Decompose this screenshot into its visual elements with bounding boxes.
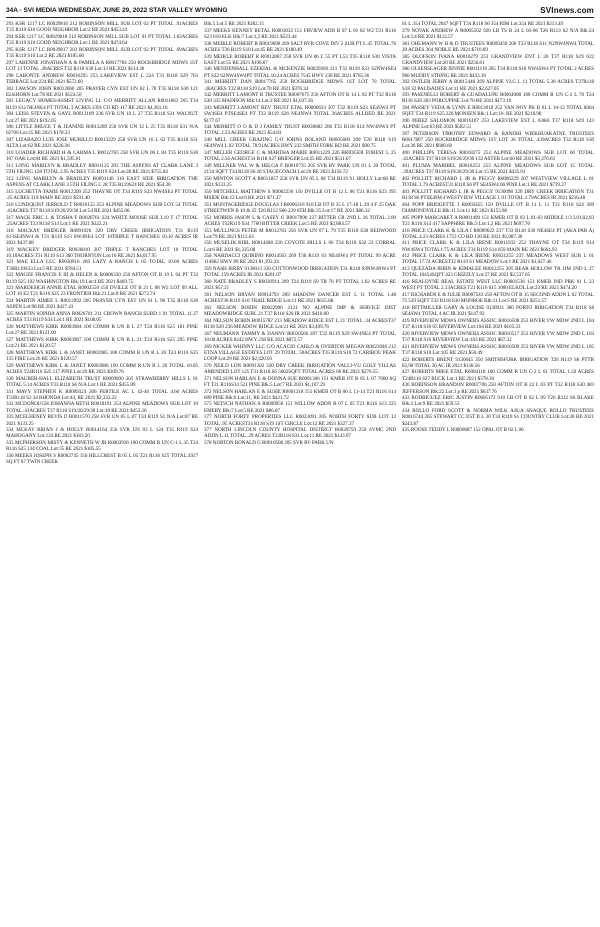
listing-entry: 404 POPP BRIDGETTE I R0002455 150 DVILLE OT B 11 L 11 T21 R116 S24 309 DIAMONDVILLE Blk:11 Lot:11 RE 2021 $153.98 xyxy=(402,201,594,214)
listing-entry: 371 NELSON HARLAN E & DONNA SUE R0001306 151 KMER OT B 05 L 07 7000 SQ FT T21 R116S14 521 PINE Blk:5 Lot:7 RE 2021 $1,107.29 xyxy=(204,375,396,388)
listing-entry: 361 NELSON BRYAN R0014793 269 SHADOW DANCER EST L 11 TOTAL 1.48 ACREST36 R119 S10 TRAIL RIDGE Lot:11 RE 2021 $615.68 xyxy=(204,292,396,305)
listing-entry: 381 OHLMANN W H & D TRUSTEES R0009450 206 T33 R118 S11 N2NW4NW4 TOTAL 20 ACRES 364 NOBLE RE 2021 $710.09 xyxy=(402,40,594,53)
listing-entry: 410 PRICE CLARK K & LILA I R0009622 237 T33 R118 S30 NE4SE4 PT (AKA PAR A) TOTAL 4.23 ACRES 1753 CO RD 130 RE 2021 $1,087.30 xyxy=(402,227,594,240)
listing-entry: 310 LOADER RICHARD H & CARMA L R0012763 258 SVR UN 06 L 84 T35 R118 S30 107 OAK Lot:84 RE 2021 $1,595.01 xyxy=(6,150,198,163)
listing-entry: 358 NARDACCI QUIRINO R0014563 269 T36 R119 S3 NE4SW4 PT TOTAL 99 ACRE 114682 HWY 89 RE 2021 $1,392.24 xyxy=(204,253,396,266)
listing-entry: 364 NELSON ROBIN R0015787 213 MEADOW RIDGE EST L 21 TOTAL .34 ACREST37 R118 S20 236 MEADOW RIDGE Lot:21 RE 2021 $3,499.76 xyxy=(204,317,396,330)
listing-entry: 328 MATTHEWS KIRK L & JANET R0003985 100 COMM R UN B L 26 T24 R116 S25 135 FIRE Lot:26 RE 2021 $120.57 xyxy=(6,349,198,362)
listing-entry: Blk:5 Lot:5 RE 2021 $282.15 xyxy=(204,21,264,27)
listing-entry: 405 POPP MARGARET A R0001499 151 KMER OT B 03 L 01-03 MIDDLE 1/3 L01,02,03 T21 R116 S14 417 SAPPHIRE Blk:3 Lot:1,2 RE 2021 $697.70 xyxy=(402,214,594,227)
listing-entry: 393 PASENELLI ROBERT & GUADALUPE R0004008 100 COMM R UN C-2 L 70 T24 R116 S26 283 PORCUPINE Lot:70 RE 2021 $173.16 xyxy=(402,92,594,105)
listing-entry: 397 PETERSON TIMOTHY EDWARD & RANDHI WIEKHUAKATNE TRUSTEES R0017807 250 ROCKBRIDGE MDWS 1ST LOT 36 TOTAL .439ACRES T32 R118 S30 Lot:36 RE 2021 $606.60 xyxy=(402,131,594,150)
listing-entry: 316 LUNDQUIST JERROLD T R0016155 253 ALPINE MEADOWS SUB LOT 54 TOTAL .41ACRES T37 R118 S19/20/29/30 Lot:54 RE 2021 $455.06 xyxy=(6,201,198,214)
listing-entry: 413 QUEZADA IRBIN & KIMALEE R0012255 205 BEAR HOLLOW TR 1IM 2ND L 27 TOTAL 10454SQFT 423 GRIZZLY Lot:27 RE 2021 $2,537.65 xyxy=(402,266,594,279)
site-name: SVInews.com xyxy=(540,6,594,15)
listing-entry: 356 MUSELIK KIRL R0014468 226 COYOTE HILLS L 06 T34 R118 S32 23 CORRAL Lot:6 RE 2021 $1,325.08 xyxy=(204,240,396,253)
listing-entry: 332 MCDONOUGH JOHANNA BETH R0018191 253 ALPINE MEADOWS SUB LOT 10 TOTAL .41ACRES T37 R118 S19/20/29/30 Lot:10 RE 2021 $453.26 xyxy=(6,401,198,414)
listing-entry: 304 LEISS STEVEN & GAYL R0013189 236 SVR UN 10 L 27 T35 R118 S31 WALNUT Lot:27 RE 2021 $192.05 xyxy=(6,111,198,124)
page-folio: 34A - SVI MEDIA WEDNESDAY, JUNE 29, 2022 STAR VALLEY WYOMING xyxy=(6,7,228,14)
listing-entry: 295 KSR 1217 LC R0029817 203 ROBINSON MILL SUB LOT 02 PT TOTAL .69ACRES T35 R119 S10 Lot:2 RE 2021 $185.60 xyxy=(6,46,198,59)
listing-entry: 294 KSR 1217 LC R0029818 212 ROBINSON MILL SUB LOT 01 PT TOTAL 1.62ACRES T35 R119 S10 GOOD NEIGHBOR Lot:1 RE 2021 $474.64 xyxy=(6,33,198,47)
listing-entry: 319 MACKEY BRIDGER R0026810 207 TRIPLE T RANCHES LOT 10 TOTAL 10.10ACRES T31 R119 S13 300 THORNTON Lot:10 RE 2021 $4,017.95 xyxy=(6,246,198,259)
listing-entry: 323 MARDESICH ANNIE ETAL R0002550 150 DVILLE OT B 21 L 08 W2 LOT 09 ALL LOT 10 E2 T21 R116 S25 23 FRONTIER Blk:21 Lot:8 RE 2021 $272.74 xyxy=(6,285,198,298)
listing-entry: 359 NASH JERRY 9130013 330 COTTONWOOD IRRIGATION T31 R118 S9NW4NW4 PT TOTAL 159 ACRES IR 2021 $201.07 xyxy=(204,266,396,279)
listing-entry: 302 LAWSON JOHN R0012660 205 PRAYER CYN EST UN 02 L 78 T35 R118 S30 121 ELKHORN Lot:78 RE 2021 $124.50 xyxy=(6,85,198,98)
listing-entry: 430 ROBINSON BRANDON R0007706 250 AFTON OT B 22 L 03 PT T32 R118 S30 483 JEFFERSON Blk:22 Lot:3 p RE 2021 $637.76 xyxy=(402,382,594,395)
listing-entry: 325 MARTIN SOPHIA ANNA R0026701 211 CROWN RANCH SUBD 1 01 TOTAL 11.37 ACRES T33 R119 S34 Lot:1 RE 2021 $108.05 xyxy=(6,311,198,324)
listing-entry: 385 OLOFSON IVANA R0016279 253 GRANDVIEW ENT L 20 T37 R118 S29 622 GRANDVIEW Lot:20 RE 2021 $256.81 xyxy=(402,53,594,66)
listing-entry: 412 PRICE CLARK K & LILA IRENE R0021255 237 MEADOWS WEST SUB L 01 TOTAL 17.74 ACREST32 R119 S1 MEADOW Lot:1 RE 2021 $1,027.46 xyxy=(402,253,594,266)
listing-entry: 335 MCPHERSON MISTY & KENNETH W JR R0003936 100 COMM R UN C-1 L 35 T24 R116 S25 134 COAL Lot:35 RE 2021 $105.55 xyxy=(6,440,198,453)
listing-entry: 367 NEUMANN TAMMY & DANNY R0030566 207 T32 R119 S29 SW4NE4 PT TOTAL 10.00 ACRES 8242 HWY 238 RE 2021 $872.57 xyxy=(204,330,396,343)
listing-entry: 386 OLSENSLAGER JENNIE R0011116 205 T34 R118 S18 NW4SW4 PT TOTAL 2 ACRES 980 MUDDY STRING RE 2021 $433.16 xyxy=(402,66,594,79)
listing-entry: 435 ROOSE TEDDY L R0000687 152 OPAL OT B 02 L 06 xyxy=(402,427,524,434)
listing-entry: 373 NETSCH NATHAN A R0009956 151 WILLOW ADDN B 07 L 05 T21 R116 S13 225 EMERY Blk:7 Lot:5 RE 2021 $86.87 xyxy=(204,401,396,414)
listing-entry: 411 PRICE CLARK K & LILA IRENE R0011932 252 THAYNE OT T34 R119 S14 NW4SW4 TOTAL1.75 ACRES T34 R119 S14 859 MAIN RE 2021 $664.93 xyxy=(402,240,594,253)
listing-entry: 351 MONTAGERIDGE DOUGLAS I R0006316 910 LB OT B 35 L 17-18 L 20 4 F 25 OAK STREETWEN B 10 & 35 T26 R112 S06 239 6TH Blk:35 Lot:17 RE 2021 $86.32 xyxy=(204,201,396,214)
listing-entry: 372 NELSON HARLAN E & SUSIE R0001318 151 KMER OT B 06 L 11-14 T21 R116 S14 609 PINE Blk:6 Lot:11, RE 2021 $421.72 xyxy=(204,388,396,401)
listing-entry: 326 MATTHEWS KIRK R0003984 100 COMM R UN B L 27 T24 R116 S25 181 PINE Lot:27 RE 2021 $121.00 xyxy=(6,324,198,337)
listing-entry: 341 MERRITT DAN R0017765 250 ROCKBRIDGE MDWS 1ST LOT 70 TOTAL .46ACRES T32 R118 S19 Lot:70 RE 2021 $370.34 xyxy=(204,79,396,92)
listing-entry: 402 POLLITT RICHARD L JR & PEGGY R0006229 207 WESTVIEW VILLAGE L 01 TOTAL 1.79 ACREST31 R118 S6 PT SE4SW4 66 PINE Lot:1 RE 2021 $739.37 xyxy=(402,175,594,189)
listing-entry: 331 MAVY STEPHEN K R0009323 206 FERTILE AC L 43-46 TOTAL 4.66 ACRES T33R118 S3 34 RHONDA Lot:43, RE 2021 $2,333.22 xyxy=(6,388,198,401)
listing-entry: 321 MAE ELLA LLC R0030916 269 LAZY A RANCH L 05 TOTAL 10.00 ACRES T36R119S33 Lot:5 RE 2021 $784.51 xyxy=(6,259,198,272)
listing-entry: 417 RICHARDS E & JULIE R0007543 250 AFTON OT B 15 SECOND ADDN L 02 TOTAL 75 539 SQFT T32 R118 S30 MONROE Blk:11 Lot:5 RE 2021 $251.57 xyxy=(402,292,594,305)
listing-entry: 306 LITTLE BRUCE T & JEANINE R0013289 258 SVR UN 12 L 25 T35 R118 S31 N/A 02700 Lot:25 RE 2021 $178.23 xyxy=(6,124,198,137)
listing-entry: 360 NATE BRADLEY S R0030914 209 T24 R119 S9 TR 76 PT TOTAL 1.62 ACRES RE 2021 $57.21 xyxy=(204,279,396,292)
listing-entry: 333 MCELHENEY REVIS D R0011570 258 SVR UN 05 L 87 T34 R119 S1 N/A Lot:87 RE 2021 $133.25 xyxy=(6,414,198,427)
listing-entry: 346 MILL CREEK GRAZING C/O JOHNS ROLAND R0005669 209 T26 R118 S19 SE4NW4 L 02 TOTAL 78.91ACRES HWY 232 SMITH FORK RD RE 2021 $90.75 xyxy=(204,137,396,150)
listing-entry: 327 MATTHEWS KIRK R0003987 100 COMM R UN B L 21 T24 R116 S25 295 PINE Lot:21 RE 2021 $120.57 xyxy=(6,336,198,350)
column-1 xyxy=(6,21,198,923)
listing-entry: 293 KSR 1217 LC R0029816 212 ROBINSON MILL SUB LOT 02 PT TOTAL .91ACRES T35 R119 S10 GOOD NEIGHBOR Lot:2 RE 2021 $453.43 xyxy=(6,21,198,34)
listing-entry: 392 OSTLER JERRY A R0015448 269 ALPINE VLG L 11 TOTAL 5.30 ACRES T37R118 S18 32 PALISADES Lot:11 RE 2021 $2,627.05 xyxy=(402,79,594,92)
listing-entry: 377 NORTH LINCOLN COUNTY HOSPITAL DISTRICT R0020759 250 SVMC 2ND ADDN L 11 TOTAL .29 ACRES T32R118 S31 Lot:11 RE 2021 $143.07 xyxy=(204,427,396,440)
listing-entry: 337 MEEKS KENNEY RETAL R0001832 151 FRVIEW ADD B 07 L 01 02 W2 T21 R116 S23 610 ELK Blk:7 Lot:1,2 RE 2021 $523.44 xyxy=(204,27,396,40)
page-header xyxy=(6,4,594,18)
listing-entry: 318 MACKAY BRIDGER R0091026 320 DRY CREEK IRRIGATION T31 R119 S13SE4NW4 & T31 R119 S13 SW4NE4 LOT 10TRIPLE T RANCHES 10.10 ACRES IR 2021 $437.08 xyxy=(6,227,198,246)
listing-entry: 362 NELSON ROBIN R0022990 2131 NO ALPINE IMP & SERVICE DIST MEADOWRIDGE SUBL 21 T37 R118 S20 IR 2021 $410.00 xyxy=(204,304,396,318)
listing-entry: 370 NEILD LON R0091302 320 DRY CREEK IRRIGATION VALLI-VU GOLF VILLAS AMENDED LOT 125 T31 R118 S6 5662SQFT TOTAL ACRES 06 RE 2021 $276.55 xyxy=(204,362,396,375)
listing-entry: 349 MILLNER VAL W & HELGA F R0010735 205 SVR RV PARK UN 01 L 20 TOTAL 2134 SQFT T34 R118 S6 28 STAGECOACH Lot:20 RE 2021 $156.72 xyxy=(204,162,396,176)
listing-entry: 434 ROLLO FORD SCOTT & NORMA WILK A/K/A SNAQUE ROLLO TRUSTEES R0016744 265 STEWART CC EST II L 30 T34 R119 S1 COUNTRY CLUB Lot:30 RE 2021 $243.87 xyxy=(402,408,594,427)
listing-columns xyxy=(6,21,594,923)
listing-entry: 336 MEEKS JOSEPH S R0002745 150 HILLCREST B 05 L 05 T21 R116 S25 TOTAL.3927 SQ FT 67 TWIN CREEK xyxy=(6,453,198,466)
listing-entry: 01 L 354 TOTAL 2047 SQFT T34 R118 S6 354 RIM Lot:354 RE 2021 $213.49 xyxy=(402,21,564,27)
listing-entry: 347 MILLER GEORGE C & MARTHA MARIE R0011229 226 BRIDGER FOREST L 25 TOTAL 2.56 ACREST34 R118 S27 BRIDGER Lot:25 RE 2021 $511.67 xyxy=(204,150,396,163)
listing-entry: 378 NORTON RONALD G R0010508 205 SVR RV PARK UN xyxy=(204,440,334,447)
listing-entry: 400 PHILLIPS TERESA R0018275 253 ALPINE MEADOWS SUB LOT 60 TOTAL .41ACRES T37 R118 S19/20/29/30 132 ASTER Lot:60 RE 2021 $3,376.63 xyxy=(402,150,594,163)
column-2 xyxy=(204,21,396,923)
listing-entry: 352 MORRIS JASON L & CASEY G R0017896 227 BITTER CR 2ND L 16 TOTAL 2.00 ACRES T32R119 S34 7760 BITTER CREEK Lot:5 RE 2021 $2,884.57 xyxy=(204,214,396,227)
listing-entry: 322 MAGEE FRANCIS E III & HELEN K R0006330 250 AFTON OT B 19 L 04 PT T32 R119 S25 192 WASHINGTON Blk:19 Lot:4 RE 2021 $469.75 xyxy=(6,272,198,285)
column-3 xyxy=(402,21,594,923)
listing-entry: 315 LUCHETTA TAMIE R0012209 252 THAYNE OT T34 R119 S23 NW4SE4 PT TOTAL .25 ACRES 319 MAIN RE 2021 $591.40 xyxy=(6,188,198,201)
listing-entry: 416 REALDYNE REAL ESTATE WEST LLC R0001536 151 KMER IND PRK 01 L 23 WEST PT TOTAL 2.13ACRES T21 R116 S15 1000 ELKOL Lot:23 RE 2021 $474.20 xyxy=(402,279,594,292)
listing-entry: 339 MEIKLE ROBERT R R0012867 258 SVR UN 06 L 55 PT L53 T35 R118 S30 VISTA EAST Lot:55 RE 2021 $196.67 xyxy=(204,53,396,66)
listing-entry: 338 MEIKLE ROBERT R R0019698 269 SALT RVR COVE DIV 2 SUB PT L 45 TOTAL 76 ACRES T36 R119 S10 Lot:45 RE 2021 $180.49 xyxy=(204,40,396,53)
listing-entry: 420 RIVERVIEW MDWS OWNERS ASSOC R0016517 253 RIVER VW MDW 2ND L 103 T37 R118 S10 RIVERVIEW Lot:103 RE 2021 $67.32 xyxy=(402,330,594,343)
listing-entry: 330 MAURER-HALL ELIZABETH TRUST R0009890 205 STRAWBERRY HILLS L 01 TOTAL 5.14 ACRES T33 R118 S6 N/A Lot:1 RE 2021 $455.89 xyxy=(6,375,198,388)
listing-entry: 418 RITTMILLER GARY & LOUISE 9130931 380 PORTO IRRIGATION T34 R118 S8 SE4SW4 TOTAL 4 AC IR 2021 $147.92 xyxy=(402,304,594,318)
listing-entry: 344 MERRITT O O & D J FAMILY TRUST R0030682 206 T35 R118 S14 NW4NW4 PT TOTAL 2.53 ACRES RE 2021 $54.83 xyxy=(204,124,396,137)
listing-entry: 419 RIVERVIEW MDWS OWNERS ASSOC R0016508 253 RIVER VW MDW 2ND L 104 T37 R118 S10 65 RIVERVIEW Lot:104 RE 2021 $105.33 xyxy=(402,317,594,330)
listing-entry: 350 MITCHELL MATTHEW S R0002236 150 DVILLE OT B 12 L 06 T21 R116 S23 395 MSIDE Blk:12 Lot:6 RE 2021 $71.27 xyxy=(204,188,396,201)
listing-entry: 334 MCKAY BRIAN J & HOLLY R0014164 256 SVR UN 03 L 124 T35 R119 S24 MAHOGANY Lot:124 RE 2021 $183.20 xyxy=(6,427,198,440)
listing-entry: 396 PEREZ SALOMON R0016107 253 LAKEVIEW EST L 63&6 T37 R118 S29 143 ALPINE Lot:63 RE 2021 $582.51 xyxy=(402,118,594,131)
listing-entry: 394 PASSEY VEDA & LYNN E R0012018 252 VAN NOY PK B 01 L 10-12 TOTAL 8064 SQFT T34 R119 S25 226 MONSEN Blk:1 Lot:10- RE 2021 $216.98 xyxy=(402,105,594,118)
listing-entry: 403 POLLITT RICHARD L JR & PEGGY 9130098 320 DRY CREEK IRRIGATION T31 R118 S6 PTSE4SW4 WESTVIEW VILLAGE L 01 TOTAL 1.79ACRES IR 2021 $216.48 xyxy=(402,188,594,201)
listing-entry: 377 NORTH FORTY PROPERTIES LLC R0023091 205 NORTH FORTY SUB LOT 12 TOTAL .95 ACREST34 R118 S19 1ST CIRCLE Lot:12 RE 2021 $327.37 xyxy=(204,414,396,427)
listing-entry: 342 MERRITT LAMONT B TRUSTEE R0007675 250 AFTON OT B 14 L 02 PT T32 R118 S30 335 MADISON Blk:14 Lot:2 RE 2021 $1,637.56 xyxy=(204,92,396,105)
listing-entry: 401 PLUMA MARIBEL R0018253 253 ALPINE MEADOWS SUB LOT 15 TOTAL .39ACRES T37 R118 S19/20/29/30 Lot:15 RE 2021 $435.01 xyxy=(402,162,594,176)
listing-entry: 421 RIVERVIEW MDWS OWNERS ASSOC R0016509 253 RIVER VW MDW 2ND L 105 T37 R118 S10 Lot:105 RE 2021 $50.49 xyxy=(402,343,594,356)
listing-entry: 343 MERRITT LAMONT REV TRUST ETAL R0000633 207 T32 R119 S23 SE4SW4 PT SW4SE4 PTSE4SE4 PT T32 R119 S26 NE4NW4 TOTAL 36ACRES ALLRED RE 2021 $177.67 xyxy=(204,105,396,124)
listing-entry: 303 LEGACY HOMES/ASSIST LIVING LL C/O MERRITT ALLAN R0011863 205 T34 R119 S12 NE4NE4 PT TOTAL 3 ACRES 2391 CO RD 117 RE 2021 $4,361.16 xyxy=(6,98,198,111)
listing-entry: 379 NOVAK ANDREW A R0005502 920 LB TS B 24 L 03-06 T26 R113 S2 N/A Blk:24 Lot:3,4 RE 2021 $112.57 xyxy=(402,27,594,40)
listing-entry: 427 ROBERTS MIKE ETAL R0004118 100 COMM R UN C-2 L 01 TOTAL 1.50 ACRES T24R116 S27 BUCK Lot:1 RE 2021 $378.36 xyxy=(402,369,594,382)
listing-entry: 433 RODRIGUEZ ERIC JUSTIN R0005172 910 LB OT B 02 L 09 T26 R112 S6 BLAKE Blk:2 Lot:9 RE 2021 $59.53 xyxy=(402,395,594,408)
listing-entry: 340 MENDENHALL EZEKIAL & MCKENZIE R0029269 211 T32 R119 S23 S2NW4SE4 PT S22 S2NW4SW4PT TOTAL 10.24 ACRES 7545 HWY 238 RE 2021 $765.36 xyxy=(204,66,396,79)
listing-entry: 312 LONG MARILYN & BRADLEY R0091148 310 EAST SIDE IRRIGATION THE ASPENS AT CLARK LANE 3 5TH FILING L 28 T35 R119S24 RE 2021 $54.28 xyxy=(6,175,198,189)
listing-entry: 329 MATTHEWS KIRK L & JANET R0003986 100 COMM R UN B L 20 TOTAL 10.05 ACRES T24R116 S25 117 PINE Lot:20 RE 2021 $309.76 xyxy=(6,362,198,375)
listing-entry: 297 LABENNE JONATHAN A & PAMELA A R0017784 250 ROCKBRIDGE MDWS 1ST LOT 13 TOTAL .28ACRES T32 R118 S30 Lot:13 RE 2021 $114.30 xyxy=(6,59,198,72)
listing-entry: 317 MACK ERIC L & TOSHA F R0026761 224 WHITE MOOSE SUB L10 T 17 TOTAL .25ACRES T33 R118 S14 Lot:1 RE 2021 $322.21 xyxy=(6,214,198,227)
listing-entry: 324 MARTIN AIMEE L R0012992 205 PRAYER CYN EST UN 01 L 98 T35 R118 S30 ASPEN Lot:98 RE 2021 $427.43 xyxy=(6,298,198,311)
listing-entry: 422 ROBERTS BRENT 9130045 350 SMITHSFORK IRRIGATION T26 R119 S8 PTTR 82,90 TOTAL 20 AC IR 2021 $138.56 xyxy=(402,356,594,369)
listing-entry: 307 LIZARAZO LUIS JOSE MURILLO R0013229 258 SVR UN 16 L 62 T35 R118 S31 ALTA Lot:62 RE 2021 $226.36 xyxy=(6,137,198,150)
listing-entry: 311 LONG MARILYN & BRADLEY R0011125 203 THE ASPENS AT CLARK LANE 3 5TH FILING 128 TOTAL 2.95 ACRES T35 R119 S24 Lot:28 RE 2021 $755.04 xyxy=(6,162,198,176)
listing-entry: 353 MULLINGS PETER M R0012763 250 SVR UN 07 L 79 T35 R118 S30 REDWOOD Lot:79 RE 2021 $112.63 xyxy=(204,227,396,240)
listing-entry: 350 MINTON SCOTT A R0011857 258 SVR UN 05 L 68 T34 R119 S1 HOLLY Lot:68 RE 2021 $133.25 xyxy=(204,175,396,189)
listing-entry: 369 NICKER WHINNY LLC C/O ACACIO CARLO & OVERTON MEGAN R0023046 212 ETNA VILLAGE ESTATES LOT 29 TOTAL .50ACRES T35 R119 S10 72 CARIBOU PEAK LOOP Lot:29 RE 2021 $2,420.03 xyxy=(204,343,396,362)
listing-entry: 298 LABONTE ANDREW R0016295 253 LAKEVIEW EST L 224 T31 R118 S29 763 TERRACE Lot:224 RE 2021 $572.60 xyxy=(6,72,198,85)
